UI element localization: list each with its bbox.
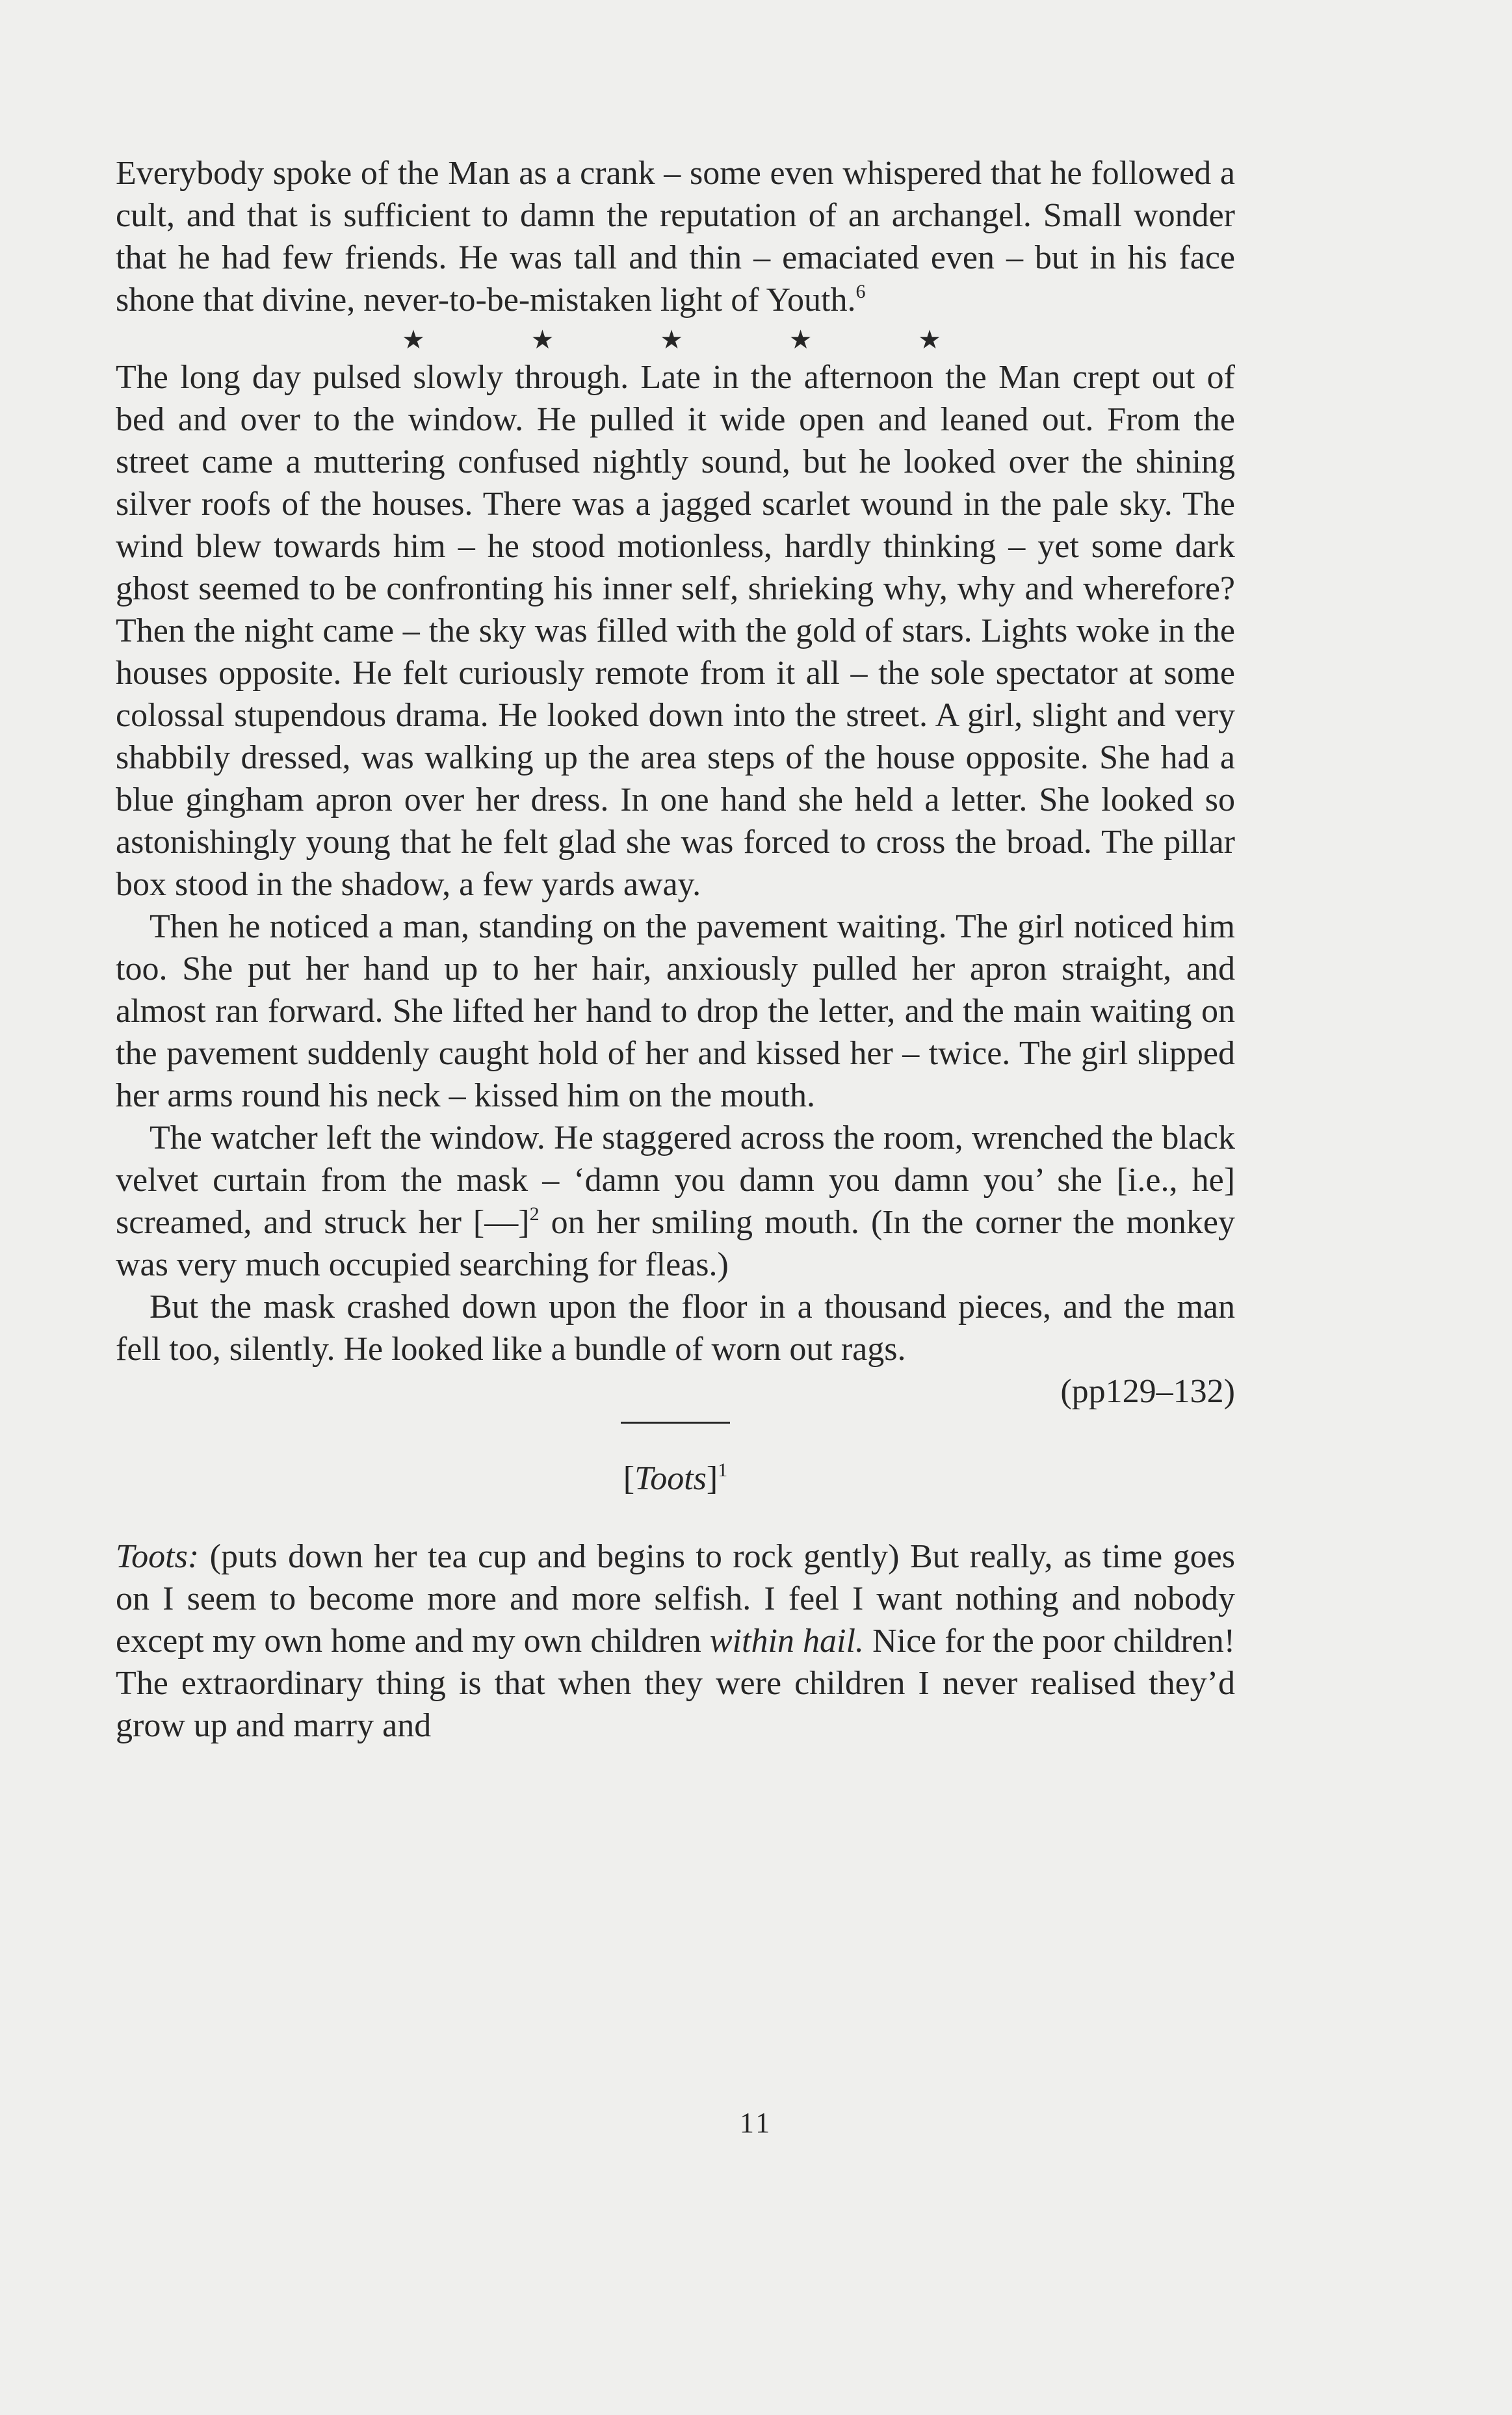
paragraph-toots-dialogue: [116, 1535, 1235, 1747]
star-icon: ★: [402, 325, 425, 354]
heading-bracket-open: [: [623, 1460, 635, 1497]
paragraph-text: on her smiling mouth. (In the corner the monkey was very much occupied searching for fleas.): [116, 1204, 1235, 1283]
star-icon: ★: [530, 325, 554, 354]
section-separator: [402, 322, 941, 358]
page-body: [116, 152, 1235, 1747]
page-number: 11: [739, 2107, 773, 2139]
heading-bracket-close: ]: [706, 1460, 718, 1497]
paragraph-watcher: [116, 1117, 1235, 1286]
footnote-marker: 2: [529, 1203, 540, 1225]
section-divider: [621, 1422, 730, 1424]
footnote-marker: 1: [718, 1459, 728, 1481]
paragraph-text: (puts down her tea cup and begins to rock gently) But really, as time goes on I seem to become more and more selfish. I feel I want nothing and nobody except my own home and my own children: [116, 1538, 1235, 1660]
footnote-marker: 6: [855, 281, 866, 302]
section-heading: [116, 1457, 1235, 1500]
paragraph-long-day: The long day pulsed slowly through. Late in the afternoon the Man crept out of bed and over to the window. He pulled it wide open and leaned out. From the street came a muttering confused nightly sound, but he looked over the shining silver roofs of the houses. There was a jagged scarlet wound in the pale sky. The wind blew towards him – he stood motionless, hardly thinking – yet some dark ghost seemed to be confronting his inner self, shrieking why, why and wherefore? Then the night came – the sky was filled with the gold of stars. Lights woke in the houses opposite. He felt curiously remote from it all – the sole spectator at some colossal stupendous drama. He looked down into the street. A girl, slight and very shabbily dressed, was walking up the area steps of the house opposite. She had a blue gingham apron over her dress. In one hand she held a letter. She looked so astonishingly young that he felt glad she was forced to cross the broad. The pillar box stood in the shadow, a few yards away.: [116, 359, 1235, 903]
paragraph-text: Everybody spoke of the Man as a crank – some even whispered that he followed a cult, and that is sufficient to damn the reputation of an archangel. Small wonder that he had few friends. He was tall and thin – emaciated even – but in his face shone that divine, never-to-be-mistaken light of Youth.: [116, 155, 1235, 319]
paragraph-man-waiting: Then he noticed a man, standing on the pavement waiting. The girl noticed him too. She put her hand up to her hair, anxiously pulled her apron straight, and almost ran forward. She lifted her hand to drop the letter, and the main waiting on the pavement suddenly caught hold of her and kissed her – twice. The girl slipped her arms round his neck – kissed him on the mouth.: [116, 908, 1235, 1114]
paragraph-text: Nice for the poor children! The extraordinary thing is that when they were children I never realised they’d grow up and marry and: [116, 1623, 1236, 1744]
star-icon: ★: [660, 325, 683, 354]
heading-title: Toots: [634, 1460, 707, 1497]
speaker-name: Toots:: [116, 1538, 200, 1575]
star-icon: ★: [918, 325, 941, 354]
paragraph-text: The watcher left the window. He staggered across the room, wrenched the black velvet curtain from the mask – ‘damn you damn you damn you’ she [i.e., he] screamed, and struck her [—]: [116, 1119, 1235, 1241]
page-citation: (pp129–132): [1060, 1373, 1235, 1410]
emphasis-text: within hail.: [709, 1623, 864, 1660]
paragraph-mask-crashed: But the mask crashed down upon the floor in a thousand pieces, and the man fell too, silently. He looked like a bundle of worn out rags.: [116, 1288, 1235, 1368]
paragraph-man-crank: [116, 152, 1235, 321]
star-icon: ★: [789, 325, 813, 354]
